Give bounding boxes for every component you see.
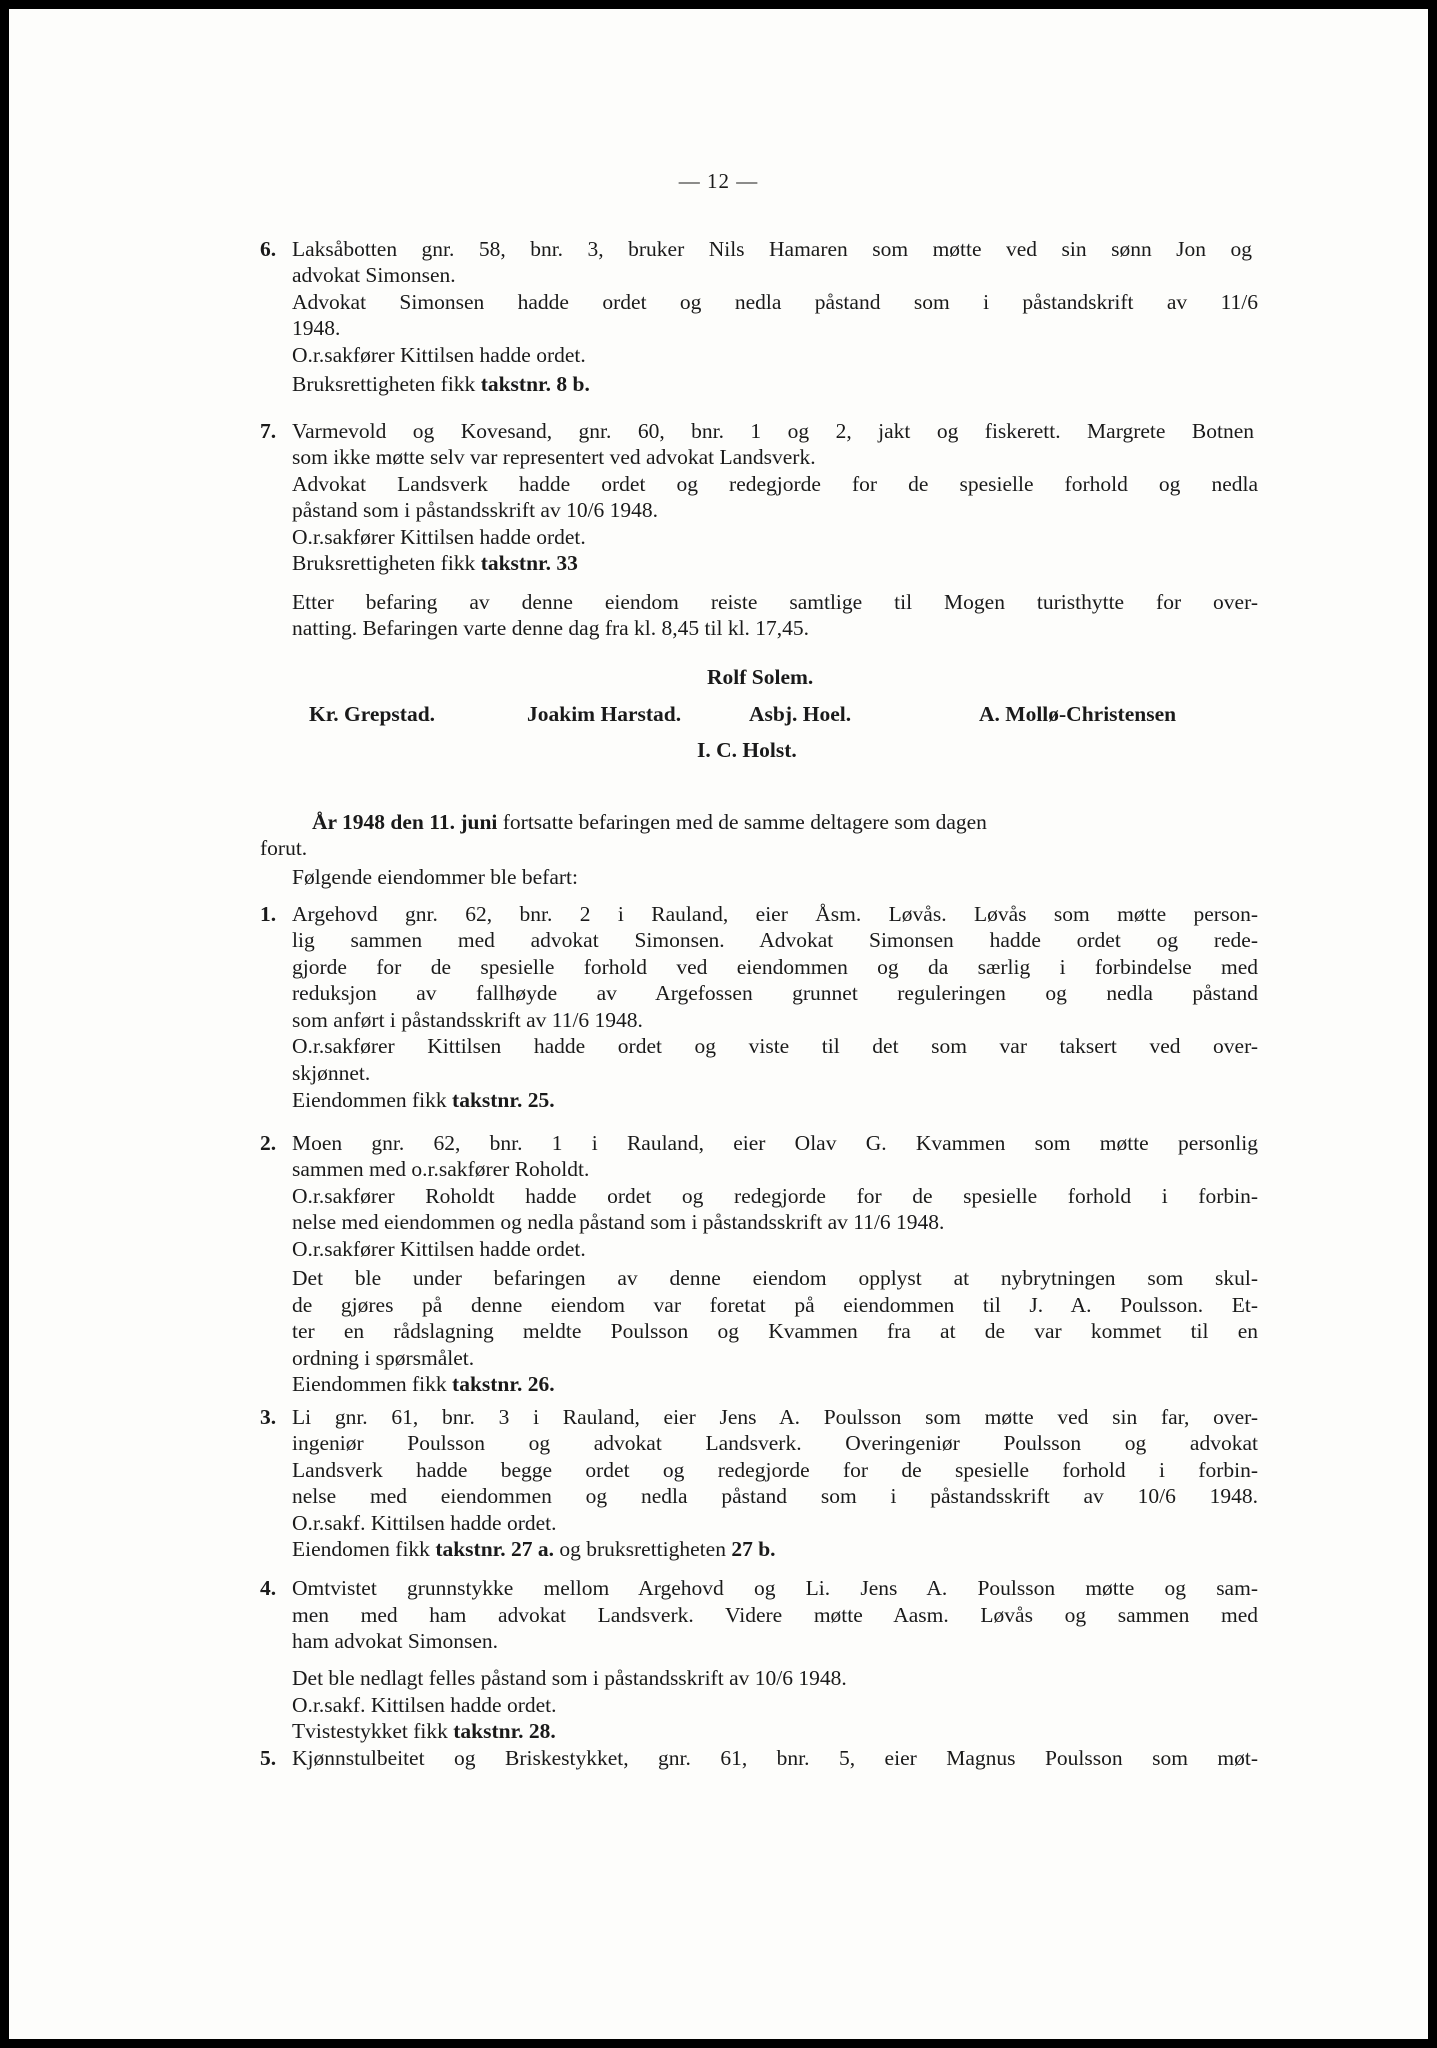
text-line: Det ble under befaringen av denne eiendom opplyst at nybrytningen som skul-	[292, 1266, 1258, 1290]
item-number: 5.	[260, 1746, 277, 1770]
signature-name: A. Mollø-Christensen	[979, 702, 1177, 726]
text-line: O.r.sakfører Kittilsen hadde ordet.	[292, 1237, 586, 1261]
text-line: Etter befaring av denne eiendom reiste samtlige til Mogen turisthytte for over-	[292, 590, 1258, 614]
text-line: men med ham advokat Landsverk. Videre møtte Aasm. Løvås og sammen med	[292, 1603, 1258, 1627]
text-line: O.r.sakfører Kittilsen hadde ordet.	[292, 525, 586, 549]
item-number: 1.	[260, 902, 277, 926]
text-line: Advokat Landsverk hadde ordet og redegjorde for de spesielle forhold og nedla	[292, 472, 1258, 496]
text-line: 1948.	[292, 316, 341, 340]
item-number: 7.	[260, 419, 277, 443]
text-line: nelse med eiendommen og nedla påstand som i påstandsskrift av 11/6 1948.	[292, 1210, 945, 1234]
text-line: ingeniør Poulsson og advokat Landsverk. Overingeniør Poulsson og advokat	[292, 1431, 1258, 1455]
text-line: påstand som i påstandsskrift av 10/6 1948.	[292, 498, 659, 522]
text-line: lig sammen med advokat Simonsen. Advokat Simonsen hadde ordet og rede-	[292, 928, 1258, 952]
text-line: ham advokat Simonsen.	[292, 1629, 499, 1653]
text-line: O.r.sakfører Kittilsen hadde ordet.	[292, 343, 586, 367]
item-number: 3.	[260, 1405, 277, 1429]
text-line: Følgende eiendommer ble befart:	[292, 865, 578, 889]
text-line: Bruksrettigheten fikk takstnr. 8 b.	[292, 372, 590, 396]
text-line: ordning i spørsmålet.	[292, 1346, 475, 1370]
text-line: skjønnet.	[292, 1061, 371, 1085]
text-line: gjorde for de spesielle forhold ved eiendommen og da særlig i forbindelse med	[292, 955, 1258, 979]
signature-name: Kr. Grepstad.	[309, 702, 436, 726]
signature-name: Rolf Solem.	[707, 665, 814, 689]
text-line: forut.	[260, 836, 308, 860]
text-line: som ikke møtte selv var representert ved advokat Landsverk.	[292, 445, 816, 469]
document-page	[9, 9, 1428, 2039]
text-line: sammen med o.r.sakfører Roholdt.	[292, 1157, 590, 1181]
text-line: O.r.sakfører Kittilsen hadde ordet og viste til det som var taksert ved over-	[292, 1034, 1258, 1058]
signature-name: I. C. Holst.	[697, 738, 797, 762]
text-line: advokat Simonsen.	[292, 263, 456, 287]
text-line: Eiendommen fikk takstnr. 26.	[292, 1372, 555, 1396]
text-line: Advokat Simonsen hadde ordet og nedla påstand som i påstandskrift av 11/6	[292, 290, 1258, 314]
text-line: Eiendomen fikk takstnr. 27 a. og bruksrettigheten 27 b.	[292, 1537, 776, 1561]
item-number: 2.	[260, 1131, 277, 1155]
text-line: Eiendommen fikk takstnr. 25.	[292, 1088, 555, 1112]
text-line: ter en rådslagning meldte Poulsson og Kvammen fra at de var kommet til en	[292, 1319, 1258, 1343]
text-line: O.r.sakf. Kittilsen hadde ordet.	[292, 1511, 557, 1535]
text-line: Det ble nedlagt felles påstand som i påstandsskrift av 10/6 1948.	[292, 1666, 847, 1690]
text-line: Li gnr. 61, bnr. 3 i Rauland, eier Jens A. Poulsson som møtte ved sin far, over-	[292, 1405, 1258, 1429]
text-line: År 1948 den 11. juni fortsatte befaringen med de samme deltagere som dagen	[312, 810, 987, 834]
item-number: 6.	[260, 237, 277, 261]
text-line: Omtvistet grunnstykke mellom Argehovd og Li. Jens A. Poulsson møtte og sam-	[292, 1576, 1258, 1600]
text-line: Argehovd gnr. 62, bnr. 2 i Rauland, eier Åsm. Løvås. Løvås som møtte person-	[292, 902, 1258, 926]
signature-name: Asbj. Hoel.	[749, 702, 852, 726]
text-line: reduksjon av fallhøyde av Argefossen grunnet reguleringen og nedla påstand	[292, 981, 1258, 1005]
item-number: 4.	[260, 1576, 277, 1600]
text-line: natting. Befaringen varte denne dag fra kl. 8,45 til kl. 17,45.	[292, 616, 810, 640]
text-line: som anført i påstandsskrift av 11/6 1948.	[292, 1008, 643, 1032]
text-line: Varmevold og Kovesand, gnr. 60, bnr. 1 og 2, jakt og fiskerett. Margrete Botnen	[292, 419, 1254, 443]
text-line: Bruksrettigheten fikk takstnr. 33	[292, 551, 578, 575]
text-line: Tvistestykket fikk takstnr. 28.	[292, 1719, 556, 1743]
text-line: Landsverk hadde begge ordet og redegjorde for de spesielle forhold i forbin-	[292, 1458, 1258, 1482]
text-line: nelse med eiendommen og nedla påstand som i påstandsskrift av 10/6 1948.	[292, 1484, 1258, 1508]
text-line: Moen gnr. 62, bnr. 1 i Rauland, eier Olav G. Kvammen som møtte personlig	[292, 1131, 1258, 1155]
text-line: O.r.sakfører Roholdt hadde ordet og redegjorde for de spesielle forhold i forbin-	[292, 1184, 1258, 1208]
text-line: O.r.sakf. Kittilsen hadde ordet.	[292, 1693, 557, 1717]
signature-name: Joakim Harstad.	[527, 702, 682, 726]
text-line: de gjøres på denne eiendom var foretat på eiendommen til J. A. Poulsson. Et-	[292, 1293, 1258, 1317]
page-number: — 12 —	[678, 169, 759, 193]
text-line: Kjønnstulbeitet og Briskestykket, gnr. 61, bnr. 5, eier Magnus Poulsson som møt-	[292, 1746, 1258, 1770]
text-line: Laksåbotten gnr. 58, bnr. 3, bruker Nils Hamaren som møtte ved sin sønn Jon og	[292, 237, 1252, 261]
